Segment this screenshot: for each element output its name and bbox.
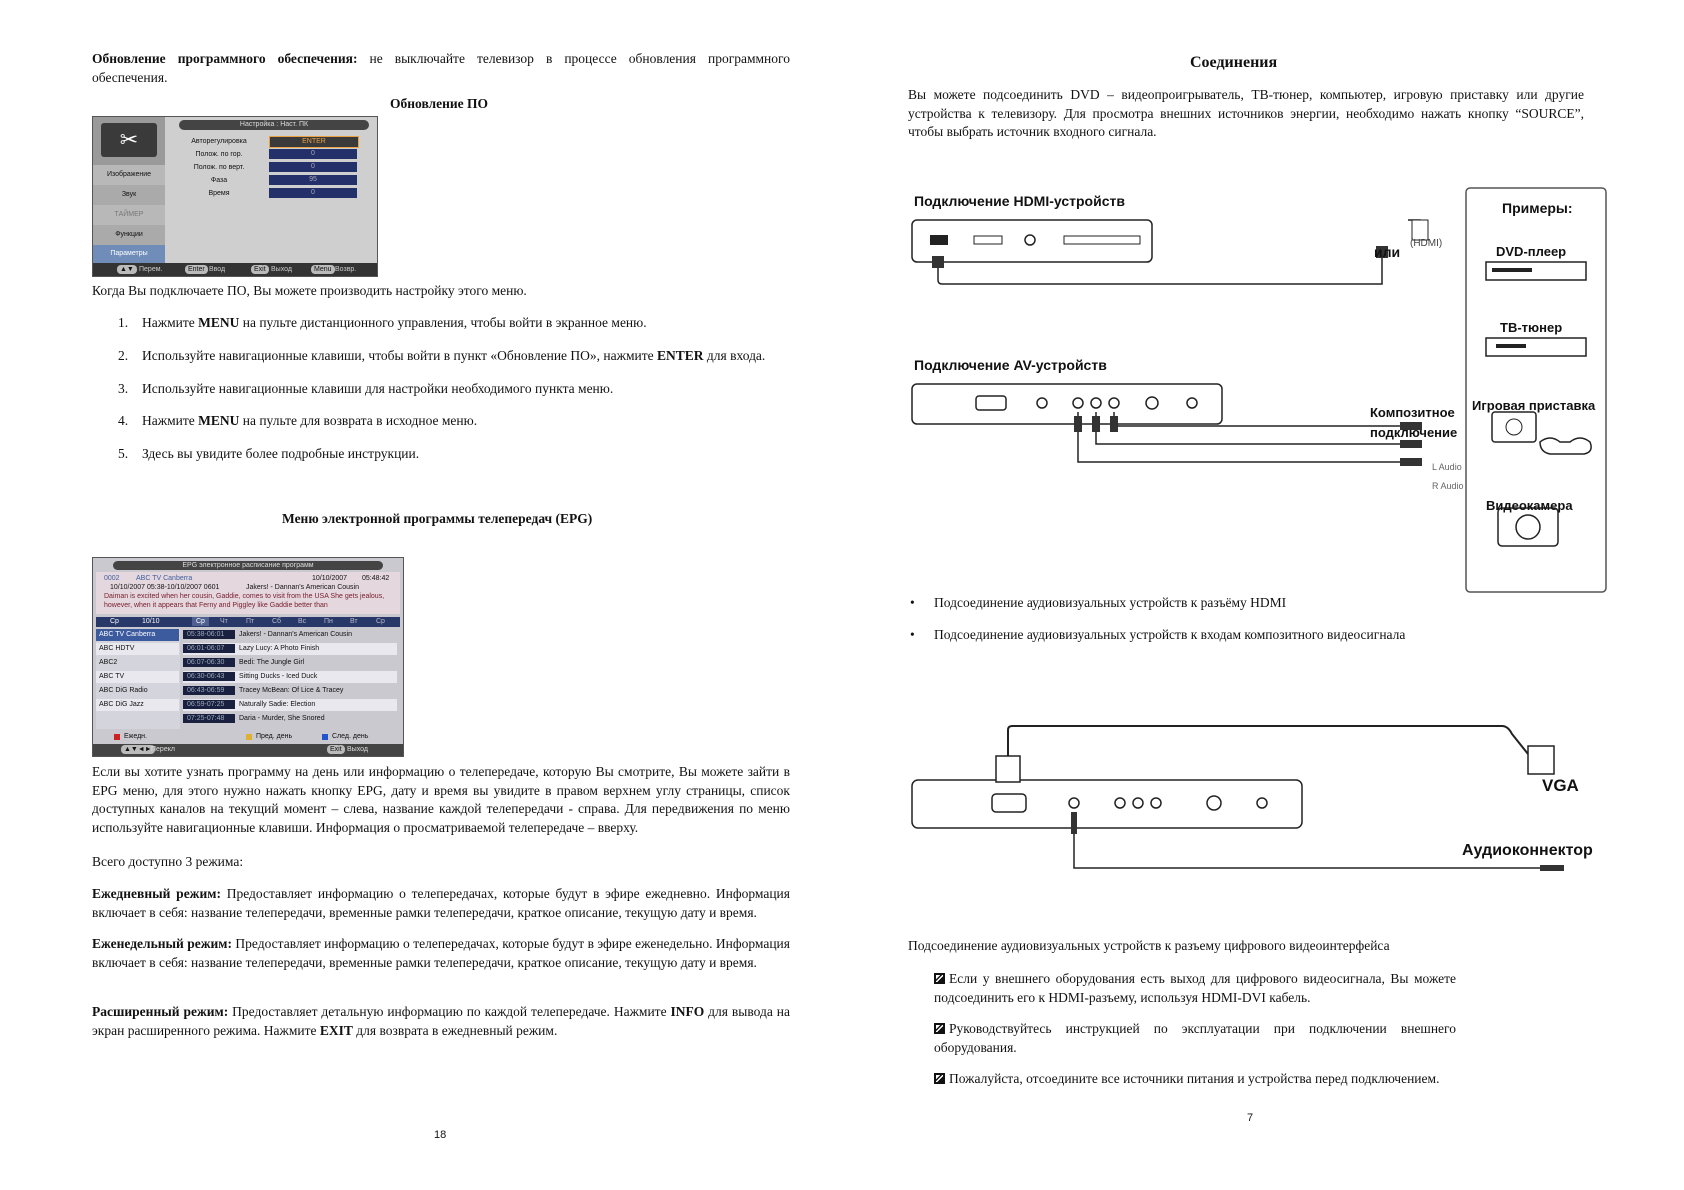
note-icon: [934, 1073, 945, 1084]
osd-side-item[interactable]: Функции: [93, 225, 165, 245]
osd-sidebar: [93, 117, 165, 263]
osd-footer-label: Ввод: [209, 266, 226, 273]
osd-settings-screenshot: [92, 116, 378, 277]
game-console-icon: [1492, 412, 1536, 442]
osd-row-label: Фаза: [210, 177, 228, 184]
legend-swatch-daily: [114, 734, 120, 740]
bullet-composite: • Подсоединение аудиовизуальных устройств к входам композитного видеосигнала: [934, 626, 1405, 645]
epg-channel-item[interactable]: ABC DiG Jazz: [96, 699, 179, 711]
epg-day-bar: [96, 617, 400, 627]
vga-plug-icon: [996, 756, 1020, 782]
osd-footer-label: Перем.: [139, 266, 163, 273]
epg-channel-item[interactable]: ABC HDTV: [96, 643, 179, 655]
examples-title: Примеры:: [1502, 200, 1573, 216]
port-icon: [1109, 398, 1119, 408]
vga-port-icon: [976, 396, 1006, 410]
page-number-left: 18: [434, 1129, 447, 1141]
audio-plug-icon: [1071, 812, 1077, 834]
osd-row-value[interactable]: 95: [269, 175, 357, 185]
epg-days: [186, 617, 398, 627]
epg-time: 05:48:42: [362, 575, 390, 582]
section-title-update: Обновление ПО: [390, 96, 489, 111]
example-camcorder: Видеокамера: [1486, 498, 1573, 513]
epg-info-panel: [96, 572, 400, 614]
vga-plug-icon: [1528, 746, 1554, 774]
connections-title: Соединения: [1190, 54, 1278, 71]
osd-key: Menu: [311, 265, 335, 274]
epg-program-row[interactable]: 06:30-06:43 Sitting Ducks - Iced Duck: [183, 671, 397, 683]
epg-footer-label: Перекл: [151, 746, 175, 753]
connection-diagram: [900, 180, 1620, 600]
vga-port-icon: [992, 794, 1026, 812]
epg-program-row[interactable]: 06:59-07:25 Naturally Sadie: Election: [183, 699, 397, 711]
camcorder-icon: [1498, 508, 1558, 546]
page-number-right: 7: [1247, 1112, 1254, 1124]
example-console: Игровая приставка: [1472, 398, 1596, 413]
tv-panel-av: [912, 384, 1222, 424]
step-item: 5. Здесь вы увидите более подробные инструкции.: [118, 446, 420, 461]
port-icon: [1257, 798, 1267, 808]
legend-swatch-prev: [246, 734, 252, 740]
epg-title: EPG электронное расписание программ: [113, 561, 383, 570]
epg-legend-label: Пред. день: [256, 733, 293, 740]
port-icon: [1133, 798, 1143, 808]
port-icon: [1151, 798, 1161, 808]
epg-program-row[interactable]: 06:07-06:30 Bedi: The Jungle Girl: [183, 657, 397, 669]
osd-row-value[interactable]: 0: [269, 149, 357, 159]
epg-paragraph: Если вы хотите узнать программу на день или информацию о телепередаче, которую Вы смотрите, Вы можете зайти в EPG меню, для этого нужно нажать кнопку EPG, дату и время вы увидите в правом верхнем углу страницы, список доступных каналов на текущий момент – слева, название каждой телепередачи - справа. Для передвижения по меню используйте навигационные клавиши. Информация о просматриваемой телепередаче – вверху.: [92, 764, 790, 835]
rca-plug-icon: [1400, 440, 1422, 448]
epg-legend-label: Ежедн.: [124, 733, 147, 740]
port-icon: [1091, 398, 1101, 408]
epg-day-tab[interactable]: Ср: [376, 618, 385, 625]
vga-cable: [1008, 726, 1528, 756]
note-item: Пожалуйста, отсоедините все источники питания и устройства перед подключением.: [934, 1070, 1494, 1089]
osd-row-value[interactable]: ENTER: [269, 136, 359, 148]
mode-extended: Расширенный режим: Предоставляет детальную информацию по каждой телепередаче. Нажмите INFO для вывода на экран расширенного режима. Нажмите EXIT для возврата в ежедневный режим.: [92, 1004, 790, 1038]
osd-side-item[interactable]: Параметры: [93, 245, 165, 263]
modes-count: Всего доступно 3 режима:: [92, 854, 244, 869]
port-icon: [1146, 397, 1158, 409]
osd-title: Настройка : Наст. ПК: [179, 120, 369, 130]
epg-channel-item[interactable]: ABC2: [99, 659, 118, 666]
osd-row-label: Авторегулировка: [191, 138, 247, 145]
epg-program-list: [183, 629, 397, 729]
osd-side-item[interactable]: ТАЙМЕР: [93, 205, 165, 225]
osd-row-value[interactable]: 0: [269, 188, 357, 198]
osd-row-value[interactable]: 0: [269, 162, 357, 172]
epg-prog-name: Jakers! - Dannan's American Cousin: [246, 584, 359, 591]
tv-panel-vga: [912, 780, 1302, 828]
epg-day-tab[interactable]: Сб: [272, 618, 282, 625]
step-item: 3. Используйте навигационные клавиши для настройки необходимого пункта меню.: [118, 381, 614, 396]
vga-label: VGA: [1542, 776, 1579, 795]
ci-slot-icon: [1064, 236, 1140, 244]
step-item: 1. Нажмите MENU на пульте дистанционного управления, чтобы войти в экранное меню.: [118, 315, 647, 330]
composite-label-line1: Композитное: [1370, 405, 1455, 420]
jack-port-icon: [1025, 235, 1035, 245]
epg-day-label: Ср: [110, 618, 119, 625]
epg-day-tab[interactable]: Пт: [246, 618, 255, 625]
epg-channel-list: [96, 629, 180, 729]
epg-footer-label: Выход: [347, 746, 368, 753]
epg-channel-name: ABC TV Canberra: [136, 575, 193, 582]
epg-program-row[interactable]: 06:01-06:07 Lazy Lucy: A Photo Finish: [183, 643, 397, 655]
audio-plug-icon: [1540, 865, 1564, 871]
epg-channel-no: 0002: [104, 575, 120, 582]
hdmi-tag: (HDMI): [1410, 238, 1443, 249]
mode-weekly: Еженедельный режим: Предоставляет информацию о телепередачах, которые будут в эфире еженедельно. Информация включает в себя: название телепередачи, временные рамки телепередачи, краткое описание, текущую дату и время.: [92, 936, 790, 970]
osd-footer: [93, 263, 377, 276]
dvi-caption: Подсоединение аудиовизуальных устройств к разъему цифрового видеоинтерфейса: [908, 938, 1390, 953]
osd-row-label: Полож. по верт.: [193, 164, 245, 171]
note-icon: [934, 1023, 945, 1034]
example-tuner: ТВ-тюнер: [1500, 320, 1563, 335]
or-label: или: [1374, 244, 1401, 260]
l-audio-label: L Audio: [1432, 462, 1462, 472]
osd-row-label: Время: [208, 190, 230, 197]
rca-plug-icon: [1400, 458, 1422, 466]
hdmi-port-icon: [930, 235, 948, 245]
example-dvd: DVD-плеер: [1496, 244, 1567, 259]
osd-row-label: Полож. по гор.: [195, 151, 243, 158]
osd-side-item[interactable]: Звук: [93, 185, 165, 205]
osd-footer-label: Выход: [271, 266, 292, 273]
epg-program-row[interactable]: 07:25-07:48 Daria - Murder, She Snored: [183, 713, 397, 725]
tuner-slot-icon: [1496, 344, 1526, 348]
epg-legend-label: След. день: [332, 733, 369, 740]
bullet-hdmi: • Подсоединение аудиовизуальных устройств к разъёму HDMI: [934, 594, 1286, 613]
legend-swatch-next: [322, 734, 328, 740]
audio-in-port-icon: [1069, 798, 1079, 808]
osd-key: Exit: [251, 265, 269, 274]
osd-caption: Когда Вы подключаете ПО, Вы можете производить настройку этого меню.: [92, 283, 527, 298]
r-audio-label: R Audio: [1432, 481, 1464, 491]
osd-side-item[interactable]: Изображение: [93, 165, 165, 185]
epg-program-row[interactable]: 05:38-06:01 Jakers! - Dannan's American Cousin: [183, 629, 397, 641]
epg-day-tab[interactable]: Пн: [324, 618, 333, 625]
epg-prog-time: 10/10/2007 05:38-10/10/2007 0601: [110, 584, 220, 591]
rca-plug-icon: [1110, 416, 1118, 432]
dvd-tray-icon: [1492, 268, 1532, 272]
hdmi-plug-icon: [932, 256, 944, 268]
port-icon: [1187, 398, 1197, 408]
epg-date: 10/10/2007: [312, 575, 348, 582]
osd-key: Enter: [185, 265, 208, 274]
vga-diagram: [900, 720, 1620, 890]
av-diagram-label: Подключение AV-устройств: [914, 357, 1107, 373]
epg-day-tab[interactable]: Вс: [298, 618, 307, 625]
epg-description: Daiman is excited when her cousin, Gaddie, comes to visit from the USA She gets jealous, however, when it appears that Ferny and Piggley like Gaddie better than: [104, 593, 385, 609]
epg-key: Exit: [327, 745, 345, 754]
composite-label-line2: подключение: [1370, 425, 1458, 440]
epg-day-tab[interactable]: Чт: [220, 618, 228, 625]
epg-channel-item[interactable]: ABC TV Canberra: [96, 629, 179, 641]
rca-plug-icon: [1092, 416, 1100, 432]
note-item: Если у внешнего оборудования есть выход для цифрового видеосигнала, Вы можете подсоединить его к HDMI-разъему, используя HDMI-DVI кабель.: [934, 971, 1456, 1005]
epg-key: ▲▼◄►: [121, 745, 155, 754]
osd-footer-label: Возвр.: [335, 266, 357, 273]
rca-plug-icon: [1074, 416, 1082, 432]
port-icon: [1073, 398, 1083, 408]
epg-legend: [96, 732, 400, 742]
port-icon: [1037, 398, 1047, 408]
audio-connector-label: Аудиоконнектор: [1462, 842, 1593, 859]
epg-program-row[interactable]: 06:43-06:59 Tracey McBean: Of Lice & Tracey: [183, 685, 397, 697]
section-title-epg: Меню электронной программы телепередач (EPG): [282, 511, 593, 526]
epg-channel-item[interactable]: ABC TV: [96, 671, 179, 683]
note-icon: [934, 973, 945, 984]
osd-tools-icon: ✂: [101, 123, 157, 157]
usb-port-icon: [974, 236, 1002, 244]
note-item: Руководствуйтесь инструкцией по эксплуатации при подключении внешнего оборудования.: [934, 1021, 1456, 1055]
hdmi-diagram-label: Подключение HDMI-устройств: [914, 193, 1125, 209]
osd-key: ▲▼: [117, 265, 137, 274]
update-intro: Обновление программного обеспечения: не выключайте телевизор в процессе обновления программного обеспечения.: [92, 51, 790, 85]
mode-daily: Ежедневный режим: Предоставляет информацию о телепередачах, которые будут в эфире ежедневно. Информация включает в себя: название телепередачи, временные рамки телепередачи, краткое описание, текущую дату и время.: [92, 886, 790, 920]
port-icon: [1115, 798, 1125, 808]
epg-footer: [93, 744, 403, 756]
dvi-plug-icon: [1412, 220, 1428, 240]
epg-channel-item[interactable]: ABC DiG Radio: [99, 687, 148, 694]
epg-day-tab[interactable]: Вт: [350, 618, 358, 625]
step-item: 2. Используйте навигационные клавиши, чтобы войти в пункт «Обновление ПО», нажмите ENTER для входа.: [118, 348, 766, 363]
epg-day-tab[interactable]: Ср: [192, 617, 209, 626]
step-item: 4. Нажмите MENU на пульте для возврата в исходное меню.: [118, 413, 478, 428]
epg-day-date: 10/10: [142, 618, 160, 625]
connections-intro: Вы можете подсоединить DVD – видеопроигрыватель, ТВ-тюнер, компьютер, игровую приставку или другие устройства к телевизору. Для просмотра внешних источников энергии, необходимо нажать кнопку “SOURCE”, чтобы выбрать источник входного сигнала.: [908, 87, 1584, 139]
epg-screenshot: [92, 557, 404, 757]
port-icon: [1207, 796, 1221, 810]
